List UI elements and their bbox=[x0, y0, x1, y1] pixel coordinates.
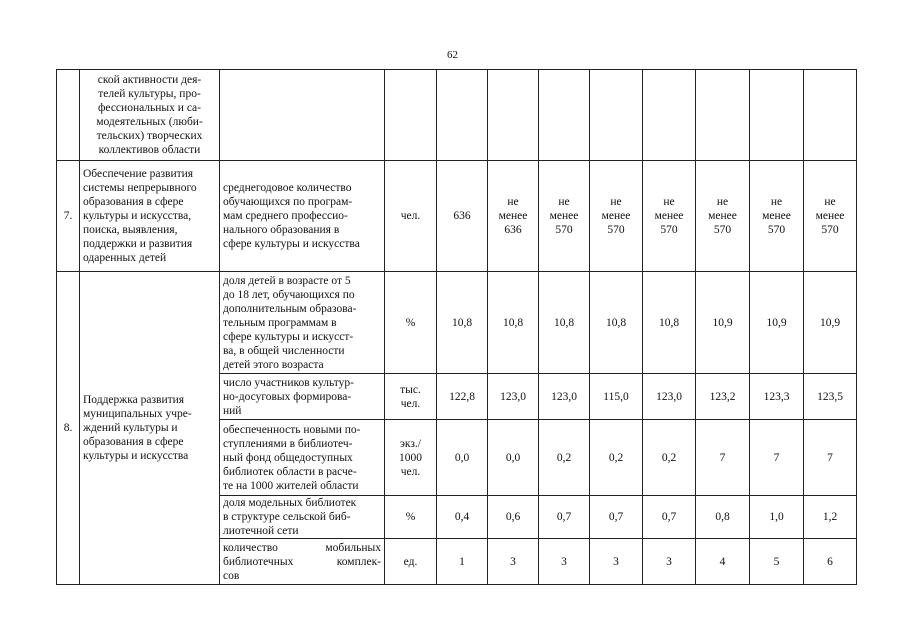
value-line: не bbox=[507, 196, 519, 208]
value-line: менее bbox=[762, 210, 791, 222]
value-line: 10,9 bbox=[712, 316, 733, 329]
unit-line: чел. bbox=[400, 397, 421, 410]
unit-of-measure bbox=[385, 374, 437, 420]
value-line: 0,6 bbox=[505, 511, 521, 523]
value-cell bbox=[539, 161, 590, 272]
row-number: 7. bbox=[57, 161, 80, 272]
value-cell bbox=[590, 420, 643, 496]
value-line: 570 bbox=[821, 224, 839, 236]
value-cell bbox=[590, 70, 643, 161]
value-line: 0,7 bbox=[608, 511, 624, 523]
value-cell bbox=[696, 161, 750, 272]
value-line: 123,3 bbox=[763, 390, 790, 403]
value-cell bbox=[437, 161, 488, 272]
value-line: менее bbox=[498, 210, 528, 222]
value-line: 570 bbox=[767, 224, 786, 236]
value-line: менее bbox=[708, 210, 737, 222]
value-cell bbox=[488, 374, 539, 420]
indicator-line: среднегодовое количество bbox=[223, 182, 352, 194]
value-cell bbox=[539, 70, 590, 161]
value-line: 6 bbox=[827, 555, 833, 568]
value-line: 570 bbox=[555, 224, 573, 236]
indicator-line: детей этого возраста bbox=[223, 358, 324, 371]
value-cell bbox=[488, 420, 539, 496]
value-line: 7 bbox=[719, 451, 726, 464]
value-cell bbox=[804, 161, 857, 272]
description-line: тельских) творческих bbox=[96, 130, 203, 142]
value-cell bbox=[804, 272, 857, 374]
indicator-name bbox=[220, 420, 385, 496]
unit-line: экз./ bbox=[400, 437, 421, 450]
indicator-line: количество мобильных bbox=[223, 541, 381, 554]
value-cell bbox=[437, 374, 488, 420]
value-cell bbox=[643, 420, 696, 496]
value-line: 123,0 bbox=[500, 390, 526, 403]
value-line: 122,8 bbox=[449, 390, 475, 403]
value-line: 570 bbox=[660, 224, 678, 236]
value-cell bbox=[643, 70, 696, 161]
indicator-line: ний bbox=[223, 404, 242, 417]
value-cell bbox=[696, 420, 750, 496]
value-cell bbox=[539, 496, 590, 539]
indicator-line: ный фонд общедоступных bbox=[223, 451, 353, 464]
value-line: 3 bbox=[666, 555, 672, 568]
value-cell bbox=[696, 496, 750, 539]
value-line: 123,0 bbox=[551, 390, 577, 403]
value-cell bbox=[590, 272, 643, 374]
indicator-name bbox=[220, 272, 385, 374]
description-line: коллективов области bbox=[98, 144, 201, 156]
value-line: 570 bbox=[713, 224, 732, 236]
value-line: не bbox=[558, 196, 570, 208]
value-line: 10,9 bbox=[819, 316, 841, 329]
indicator-line: в структуре сельской биб- bbox=[223, 511, 351, 523]
indicator-line: тельным программам в bbox=[223, 316, 337, 329]
value-cell bbox=[804, 374, 857, 420]
indicator-line: число участников культур- bbox=[223, 376, 354, 389]
value-cell bbox=[590, 496, 643, 539]
unit-line: % bbox=[405, 511, 416, 523]
indicator-line: ступлениями в библиотеч- bbox=[223, 437, 353, 450]
value-line: 0,2 bbox=[661, 451, 677, 464]
value-line: 0,4 bbox=[454, 511, 470, 523]
page-number: 62 bbox=[447, 49, 458, 61]
value-line: 4 bbox=[719, 555, 726, 568]
value-cell bbox=[643, 539, 696, 585]
value-cell bbox=[750, 374, 804, 420]
value-cell bbox=[696, 272, 750, 374]
indicator-line: ва, в общей численности bbox=[223, 344, 345, 357]
value-cell bbox=[696, 539, 750, 585]
indicator-line: нального образования в bbox=[223, 224, 340, 236]
indicator-line: сфере культуры и искусства bbox=[223, 238, 360, 250]
indicator-line: библиотек области в расче- bbox=[223, 465, 357, 478]
value-line: 10,8 bbox=[658, 316, 680, 329]
value-cell bbox=[590, 374, 643, 420]
value-cell bbox=[750, 496, 804, 539]
description-line: культуры и искусства bbox=[83, 450, 189, 462]
value-cell bbox=[750, 70, 804, 161]
value-cell bbox=[804, 496, 857, 539]
row-number: 8. bbox=[57, 272, 80, 585]
value-line: 3 bbox=[613, 555, 619, 568]
value-line: 10,8 bbox=[502, 316, 524, 329]
value-cell bbox=[643, 374, 696, 420]
unit-of-measure bbox=[385, 70, 437, 161]
description-line: поиска, выявления, bbox=[83, 224, 178, 236]
value-line: 0,7 bbox=[556, 511, 572, 523]
value-line: 1,2 bbox=[822, 511, 838, 523]
value-cell bbox=[539, 374, 590, 420]
value-line: 10,9 bbox=[766, 316, 787, 329]
indicator-line: те на 1000 жителей области bbox=[223, 479, 359, 492]
indicator-line: сов bbox=[223, 569, 240, 582]
value-cell bbox=[696, 70, 750, 161]
value-cell bbox=[539, 539, 590, 585]
unit-of-measure bbox=[385, 539, 437, 585]
value-cell bbox=[804, 70, 857, 161]
value-line: не bbox=[610, 196, 622, 208]
value-cell bbox=[643, 496, 696, 539]
unit-of-measure bbox=[385, 272, 437, 374]
unit-line: чел. bbox=[400, 210, 421, 222]
value-line: 636 bbox=[453, 210, 471, 222]
value-cell bbox=[488, 272, 539, 374]
indicator-line: мам среднего профессио- bbox=[223, 210, 348, 222]
unit-of-measure bbox=[385, 496, 437, 539]
value-cell bbox=[804, 420, 857, 496]
value-line: 115,0 bbox=[603, 390, 629, 403]
value-line: менее bbox=[601, 210, 631, 222]
description-line: системы непрерывного bbox=[83, 182, 197, 194]
unit-of-measure bbox=[385, 420, 437, 496]
row-number bbox=[57, 70, 80, 161]
value-line: 0,7 bbox=[661, 511, 677, 523]
unit-line: % bbox=[405, 316, 416, 329]
value-line: 123,2 bbox=[709, 390, 736, 403]
unit-line: чел. bbox=[400, 465, 421, 478]
value-line: 123,5 bbox=[817, 390, 843, 403]
value-cell bbox=[488, 70, 539, 161]
value-cell bbox=[437, 539, 488, 585]
value-cell bbox=[750, 420, 804, 496]
value-cell bbox=[590, 539, 643, 585]
description-line: фессиональных и са- bbox=[97, 102, 201, 114]
indicator-line: доля модельных библиотек bbox=[223, 497, 357, 509]
value-line: не bbox=[716, 196, 729, 208]
value-cell bbox=[437, 70, 488, 161]
value-line: менее bbox=[549, 210, 579, 222]
value-line: 5 bbox=[773, 555, 780, 568]
indicator-line: библиотечных комплек- bbox=[223, 555, 381, 568]
description-line: Обеспечение развития bbox=[83, 168, 194, 180]
value-line: не bbox=[824, 196, 836, 208]
value-line: 10,8 bbox=[451, 316, 473, 329]
description-line: муниципальных учре- bbox=[83, 408, 192, 420]
value-line: 7 bbox=[827, 451, 833, 464]
value-line: не bbox=[663, 196, 675, 208]
value-line: 0,0 bbox=[505, 451, 521, 464]
indicator-line: до 18 лет, обучающихся по bbox=[223, 288, 355, 301]
value-cell bbox=[696, 374, 750, 420]
unit-line: ед. bbox=[403, 555, 418, 568]
value-line: 3 bbox=[510, 555, 516, 568]
description-line: образования в сфере bbox=[83, 196, 184, 208]
description-line: Поддержка развития bbox=[83, 394, 185, 406]
unit-line: 1000 bbox=[399, 451, 422, 464]
description-line: культуры и искусства, bbox=[83, 210, 192, 222]
value-cell bbox=[488, 539, 539, 585]
value-cell bbox=[804, 539, 857, 585]
value-line: 123,0 bbox=[656, 390, 682, 403]
value-cell bbox=[437, 272, 488, 374]
value-line: менее bbox=[815, 210, 845, 222]
value-line: 7 bbox=[773, 451, 780, 464]
value-cell bbox=[590, 161, 643, 272]
measure-description bbox=[80, 70, 220, 161]
indicator-name bbox=[220, 496, 385, 539]
value-line: менее bbox=[654, 210, 684, 222]
description-line: модеятельных (люби- bbox=[96, 116, 203, 128]
table-row bbox=[57, 272, 857, 374]
value-line: 0,2 bbox=[608, 451, 624, 464]
description-line: ской активности дея- bbox=[97, 74, 202, 86]
indicator-name bbox=[220, 539, 385, 585]
indicator-line: сфере культуры и искусст- bbox=[223, 330, 354, 343]
indicator-line: обучающихся по програм- bbox=[223, 196, 353, 208]
table-row bbox=[57, 161, 857, 272]
measure-description bbox=[80, 161, 220, 272]
description-line: образования в сфере bbox=[83, 436, 184, 448]
value-line: 636 bbox=[504, 224, 522, 236]
description-line: ждений культуры и bbox=[83, 422, 178, 434]
indicator-name bbox=[220, 161, 385, 272]
value-cell bbox=[750, 161, 804, 272]
value-cell bbox=[488, 161, 539, 272]
description-line: поддержки и развития bbox=[83, 238, 193, 250]
value-line: 570 bbox=[607, 224, 625, 236]
value-cell bbox=[750, 539, 804, 585]
unit-line: тыс. bbox=[400, 383, 421, 396]
value-cell bbox=[539, 420, 590, 496]
value-line: 10,8 bbox=[605, 316, 627, 329]
unit-of-measure bbox=[385, 161, 437, 272]
indicator-line: дополнительным образова- bbox=[223, 302, 357, 315]
value-line: 1,0 bbox=[769, 511, 784, 523]
indicators-table bbox=[56, 69, 857, 585]
description-line: телей культуры, про- bbox=[98, 88, 201, 100]
value-line: 1 bbox=[459, 555, 465, 568]
value-cell bbox=[437, 496, 488, 539]
table-row bbox=[57, 70, 857, 161]
indicator-line: лиотечной сети bbox=[223, 525, 299, 537]
value-cell bbox=[539, 272, 590, 374]
value-line: не bbox=[770, 196, 783, 208]
indicator-name bbox=[220, 70, 385, 161]
value-cell bbox=[437, 420, 488, 496]
value-cell bbox=[488, 496, 539, 539]
value-line: 3 bbox=[561, 555, 567, 568]
indicator-name bbox=[220, 374, 385, 420]
indicator-line: доля детей в возрасте от 5 bbox=[223, 274, 351, 287]
value-line: 0,0 bbox=[454, 451, 470, 464]
value-line: 0,8 bbox=[715, 511, 730, 523]
description-line: одаренных детей bbox=[83, 252, 167, 264]
indicator-line: обеспеченность новыми по- bbox=[223, 423, 361, 436]
value-cell bbox=[750, 272, 804, 374]
value-line: 0,2 bbox=[556, 451, 572, 464]
value-cell bbox=[643, 161, 696, 272]
value-line: 10,8 bbox=[553, 316, 575, 329]
indicator-line: но-досуговых формирова- bbox=[223, 390, 352, 403]
measure-description bbox=[80, 272, 220, 585]
value-cell bbox=[643, 272, 696, 374]
